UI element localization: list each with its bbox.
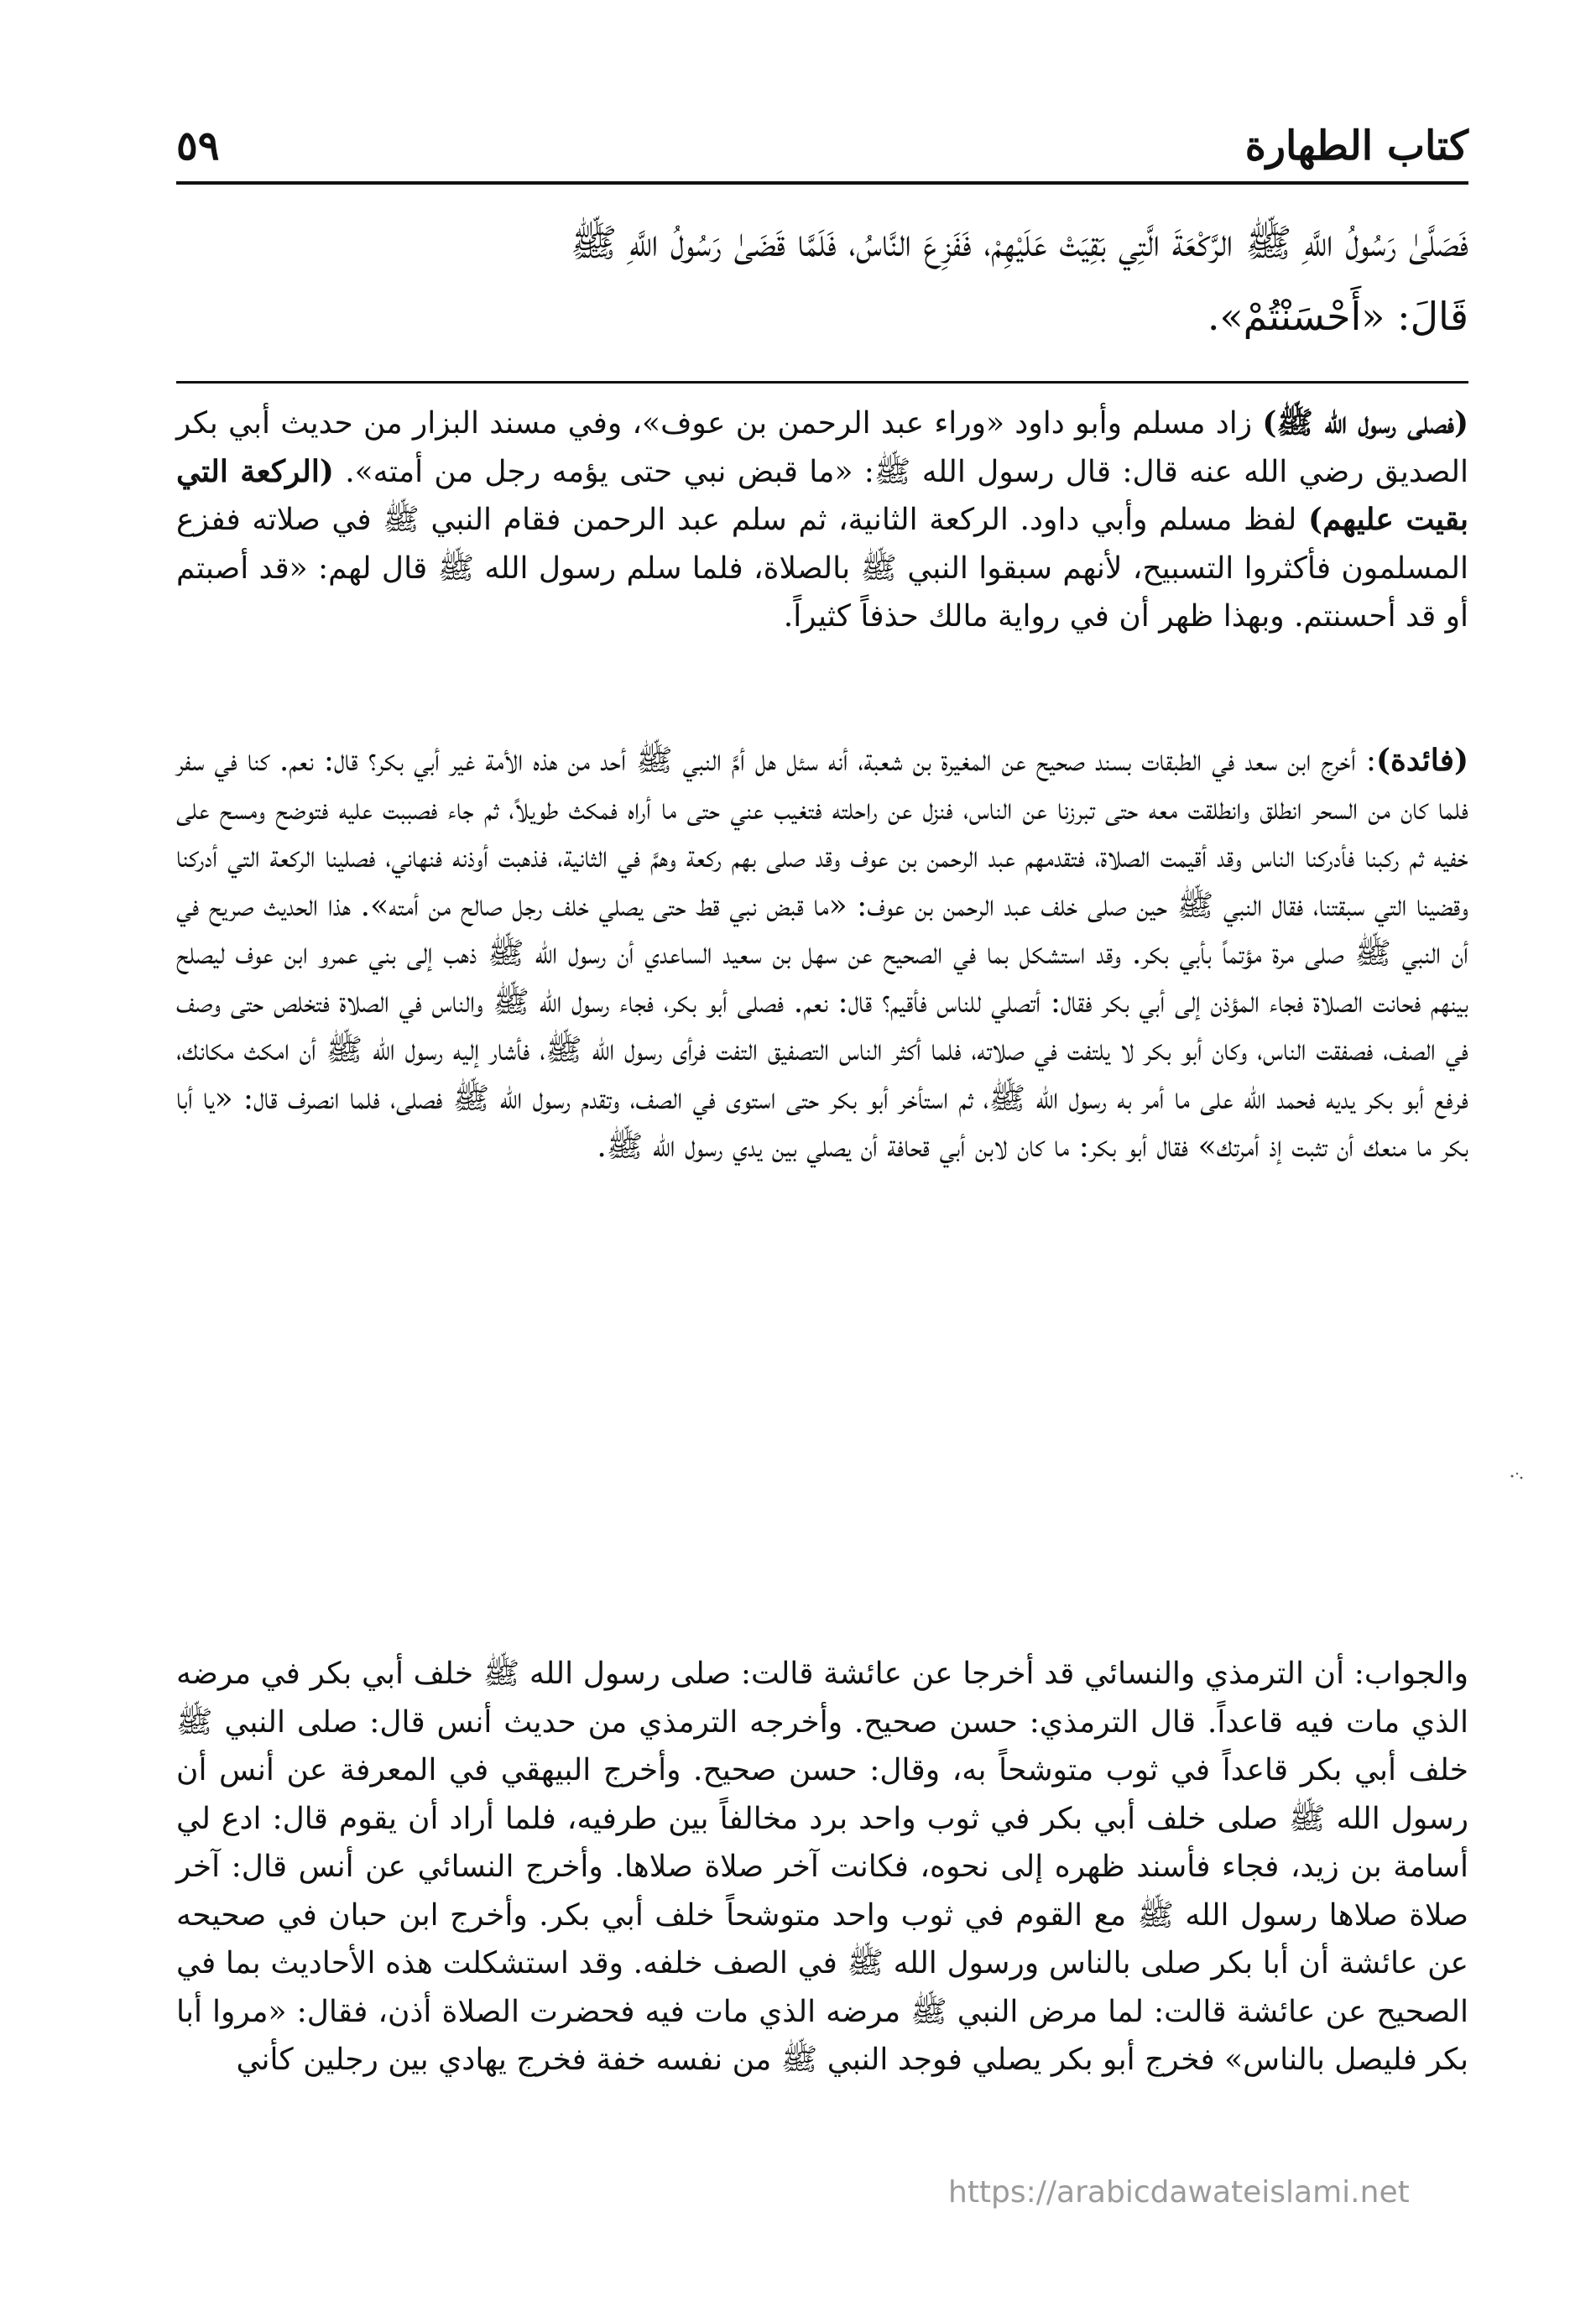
benefit-paragraph bbox=[176, 737, 1468, 1172]
paragraph-lead: (فصلى رسول الله ﷺ) bbox=[1262, 405, 1468, 441]
hadith-line: قَالَ: «أَحْسَنْتُمْ». bbox=[1207, 294, 1468, 339]
book-title: كتاب الطهارة bbox=[1244, 123, 1468, 170]
answer-paragraph bbox=[176, 1650, 1468, 2085]
paragraph-text: : أخرج ابن سعد في الطبقات بسند صحيح عن المغيرة بن شعبة، أنه سئل هل أمَّ النبي ﷺ أحد من هذه الأمة غير أبي بكر؟ قال: نعم. كنا في سفر فلما كان من السحر انطلق وانطلقت معه حتى تبرزنا عن الناس، فنزل عن راحلته فتغيب عني حتى ما أراه فمكث طويلاً، ثم جاء فصببت عليه فتوضح ومسح على خفيه ثم ركبنا فأدركنا الناس وقد أقيمت الصلاة، فتقدمهم عبد الرحمن بن عوف وقد صلى بهم ركعة وهمَّ في الثانية، فذهبت أوذنه فنهاني، فصلينا الركعة التي أدركنا وقضينا التي سبقتنا، فقال النبي ﷺ حين صلى خلف عبد الرحمن بن عوف: «ما قبض نبي قط حتى يصلي خلف رجل صالح من أمته». هذا الحديث صريح في أن النبي ﷺ صلى مرة مؤتماً بأبي بكر. وقد استشكل بما في الصحيح عن سهل بن سعيد الساعدي أن رسول الله ﷺ ذهب إلى بني عمرو ابن عوف ليصلح بينهم فحانت الصلاة فجاء المؤذن إلى أبي بكر فقال: أتصلي للناس فأقيم؟ قال: نعم. فصلى أبو بكر، فجاء رسول الله ﷺ والناس في الصلاة فتخلص حتى وصف في الصف، فصفقت الناس، وكان أبو بكر لا يلتفت في صلاته، فلما أكثر الناس التصفيق التفت فرأى رسول الله ﷺ، فأشار إليه رسول الله ﷺ أن امكث مكانك، فرفع أبو بكر يديه فحمد الله على ما أمر به رسول الله ﷺ، ثم استأخر أبو بكر حتى استوى في الصف، وتقدم رسول الله ﷺ فصلى، فلما انصرف قال: «يا أبا بكر ما منعك أن تثبت إذ أمرتك» فقال أبو بكر: ما كان لابن أبي قحافة أن يصلي بين يدي رسول الله ﷺ. bbox=[176, 744, 1468, 1164]
paragraph-lead: (فائدة) bbox=[1375, 743, 1468, 778]
scan-speck bbox=[1509, 1470, 1526, 1482]
paragraph-text: لفظ مسلم وأبي داود. الركعة الثانية، ثم سلم عبد الرحمن فقام النبي ﷺ في صلاته ففزع المسلمون فأكثروا التسبيح، لأنهم سبقوا النبي ﷺ بالصلاة، فلما سلم رسول الله ﷺ قال لهم: «قد أصبتم أو قد أحسنتم. وبهذا ظهر أن في رواية مالك حذفاً كثيراً. bbox=[176, 503, 1468, 634]
page-header bbox=[176, 117, 1468, 185]
paragraph-lead: (الركعة التي بقيت عليهم) bbox=[176, 453, 1468, 537]
hadith-line: فَصَلَّىٰ رَسُولُ اللَّهِ ﷺ الرَّكْعَةَ الَّتِي بَقِيَتْ عَلَيْهِمْ، فَفَزِعَ النَّاسُ، فَلَمَّا قَضَىٰ رَسُولُ اللَّهِ ﷺ bbox=[570, 220, 1468, 265]
divider-rule bbox=[176, 381, 1468, 384]
paragraph-text: زاد مسلم وأبو داود «وراء عبد الرحمن بن عوف»، وفي مسند البزار من حديث أبي بكر الصديق رضي الله عنه قال: قال رسول الله ﷺ: «ما قبض نبي حتى يؤمه رجل من أمته». bbox=[176, 406, 1468, 489]
commentary-paragraph bbox=[176, 399, 1468, 641]
watermark-url: https://arabicdawateislami.net bbox=[948, 2175, 1410, 2210]
hadith-text bbox=[176, 206, 1468, 353]
paragraph-text: والجواب: أن الترمذي والنسائي قد أخرجا عن عائشة قالت: صلى رسول الله ﷺ خلف أبي بكر في مرضه الذي مات فيه قاعداً. قال الترمذي: حسن صحيح. وأخرجه الترمذي من حديث أنس قال: صلى النبي ﷺ خلف أبي بكر قاعداً في ثوب متوشحاً به، وقال: حسن صحيح. وأخرج البيهقي في المعرفة عن أنس أن رسول الله ﷺ صلى خلف أبي بكر في ثوب واحد برد مخالفاً بين طرفيه، فلما أراد أن يقوم قال: ادع لي أسامة بن زيد، فجاء فأسند ظهره إلى نحوه، فكانت آخر صلاة صلاها. وأخرج النسائي عن أنس قال: آخر صلاة صلاها رسول الله ﷺ مع القوم في ثوب واحد متوشحاً خلف أبي بكر. وأخرج ابن حبان في صحيحه عن عائشة أن أبا بكر صلى بالناس ورسول الله ﷺ في الصف خلفه. وقد استشكلت هذه الأحاديث بما في الصحيح عن عائشة قالت: لما مرض النبي ﷺ مرضه الذي مات فيه فحضرت الصلاة أذن، فقال: «مروا أبا بكر فليصل بالناس» فخرج أبو بكر يصلي فوجد النبي ﷺ من نفسه خفة فخرج يهادي بين رجلين كأني bbox=[176, 1657, 1468, 2077]
page-number: ٥٩ bbox=[176, 123, 220, 170]
